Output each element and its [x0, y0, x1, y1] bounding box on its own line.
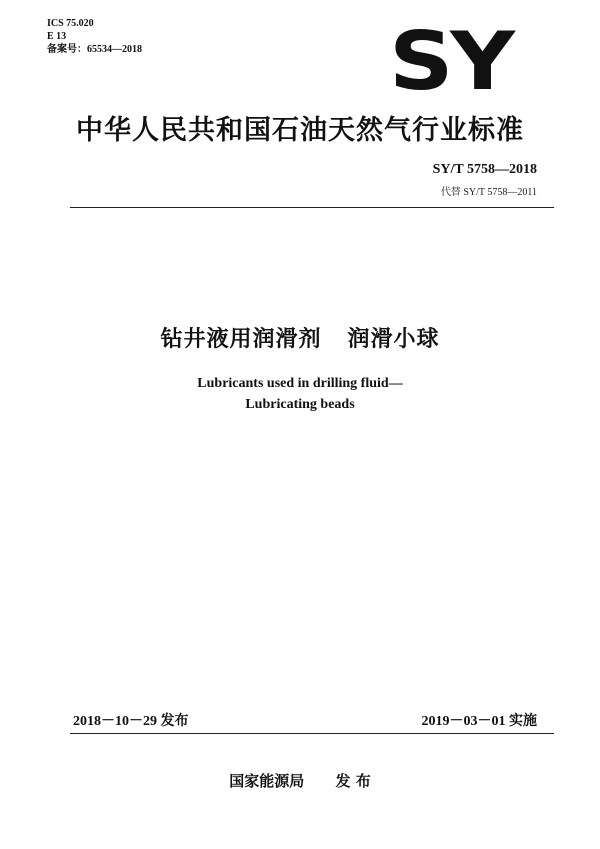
standard-number: SY/T 5758—2018 [432, 162, 537, 177]
document-title-en-line1: Lubricants used in drilling fluid— [197, 376, 403, 391]
top-divider [70, 207, 554, 208]
document-title-cn: 钻井液用润滑剂 润滑小球 [160, 327, 440, 352]
replaces-standard: 代替 SY/T 5758—2011 [440, 187, 537, 198]
ics-code: ICS 75.020 [47, 18, 94, 29]
implementation-date: 2019－03－01 实施 [421, 714, 537, 729]
issue-date: 2018－10－29 发布 [73, 714, 189, 729]
publisher: 国家能源局 发 布 [229, 772, 371, 790]
sy-logo: SY [389, 15, 512, 108]
bottom-divider [70, 733, 554, 734]
document-title-en-line2: Lubricating beads [245, 397, 355, 412]
record-number: 备案号：65534—2018 [47, 44, 142, 55]
issuing-body-title: 中华人民共和国石油天然气行业标准 [76, 115, 524, 146]
classification-code: E 13 [47, 31, 67, 42]
